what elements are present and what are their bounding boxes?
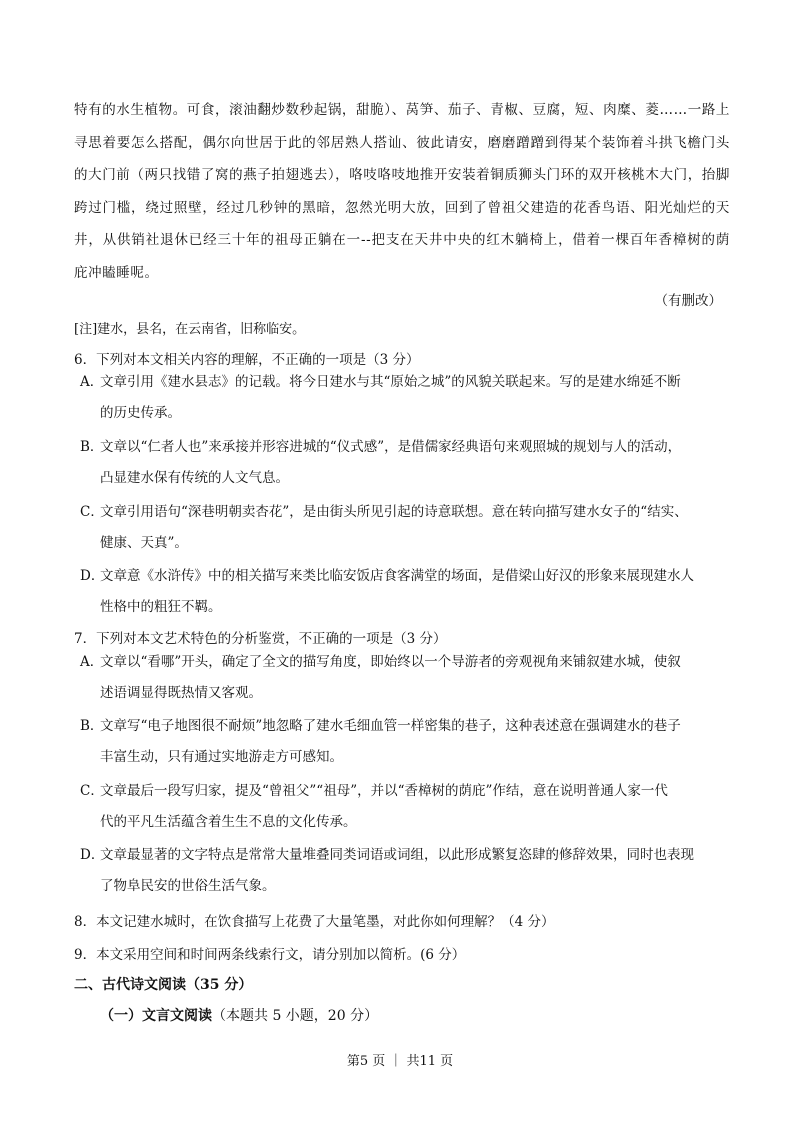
subsection-heading: （一）文言文阅读 [100,1008,212,1024]
option-text: 文章引用语句“深巷明朝卖杏花”，是由街头所见引起的诗意联想。意在转向描写建水女子的“结实、 [100,504,688,520]
option-text: 文章引用《建水县志》的记载。将今日建水与其“原始之城”的风貌关联起来。写的是建水绵延不断 [100,374,681,390]
option-label: A． [80,654,104,670]
option-text-cont: 凸显建水保有传统的人文气息。 [100,470,289,486]
option-text: 文章以“仁者人也”来承接并形容进城的“仪式感”，是借儒家经典语句来观照城的规划与人的活动， [100,439,682,455]
question-6-option-c [80,497,730,559]
option-text-cont: 了物阜民安的世俗生活气象。 [100,878,276,894]
option-text-cont: 健康、天真”。 [100,535,188,551]
subsection-info: （本题共 5 小题，20 分） [212,1008,379,1024]
question-7-option-a [80,647,730,709]
option-text-cont: 述语调显得既热情又客观。 [100,685,262,701]
option-text-cont: 丰富生动，只有通过实地游走方可感知。 [100,749,343,765]
option-label: A． [80,374,104,390]
option-label: B． [80,718,104,734]
option-text: 文章写“电子地图很不耐烦”地忽略了建水毛细血管一样密集的巷子，这种表述意在强调建水的巷子 [100,718,681,734]
option-label: B． [80,439,104,455]
question-6-stem: 6．下列对本文相关内容的理解，不正确的一项是（3 分） [74,352,420,368]
source-note: （有删改） [654,293,722,309]
question-9: 9．本文采用空间和时间两条线索行文，请分别加以简析。(6 分） [74,947,466,963]
page-footer: 第5 页 ｜ 共11 页 [346,1054,454,1069]
option-label: C． [80,504,104,520]
question-7-stem: 7．下列对本文艺术特色的分析鉴赏，不正确的一项是（3 分） [74,631,447,647]
option-text: 文章最显著的文字特点是常常大量堆叠同类词语或词组，以此形成繁复恣肆的修辞效果，同时也表现 [100,847,694,863]
option-text-cont: 性格中的粗狂不羁。 [100,599,222,615]
option-text-cont: 的历史传承。 [100,405,181,421]
section-2-title: 二、古代诗文阅读（35 分） [74,977,253,993]
question-7-option-b [80,711,730,773]
section-2-subtitle [100,1005,378,1025]
question-6-option-a [80,367,730,429]
question-7-option-c [80,776,730,838]
option-text-cont: 代的平凡生活蕴含着生生不息的文化传承。 [100,814,357,830]
option-text: 文章意《水浒传》中的相关描写来类比临安饭店食客满堂的场面，是借梁山好汉的形象来展现建水人 [100,568,694,584]
option-label: D． [80,568,105,584]
footnote: [注]建水，县名，在云南省，旧称临安。 [74,322,306,337]
question-6-option-d [80,561,730,623]
question-6-option-b [80,432,730,494]
option-label: C． [80,783,104,799]
question-8: 8．本文记建水城时，在饮食描写上花费了大量笔墨，对此你如何理解？（4 分） [74,914,555,930]
option-text: 文章以“看哪”开头，确定了全文的描写角度，即始终以一个导游者的旁观视角来铺叙建水城，使叙 [100,654,681,670]
option-text: 文章最后一段写归家，提及“曾祖父”“祖母”，并以“香樟树的荫庇”作结，意在说明普通人家一代 [100,783,668,799]
question-7-option-d [80,840,730,902]
passage-paragraph: 特有的水生植物。可食，滚油翻炒数秒起锅，甜脆）、莴笋、茄子、青椒、豆腐，短、肉糜、菱……一路上寻思着要怎么搭配，偶尔向世居于此的邻居熟人搭讪、彼此请安，磨磨蹭蹭到得某个装饰着斗拱飞檐门头的大门前（两只找错了窝的燕子拍翅逃去），咯吱咯吱地推开安装着铜质狮头门环的双开核桃木大门，抬脚跨过门槛，绕过照壁，经过几秒钟的黑暗，忽然光明大放，回到了曾祖父建造的花香鸟语、阳光灿烂的天井，从供销社退休已经三十年的祖母正躺在一--把支在天井中央的红木躺椅上，借着一棵百年香樟树的荫庇冲瞌睡呢。 [74,102,730,281]
option-label: D． [80,847,105,863]
